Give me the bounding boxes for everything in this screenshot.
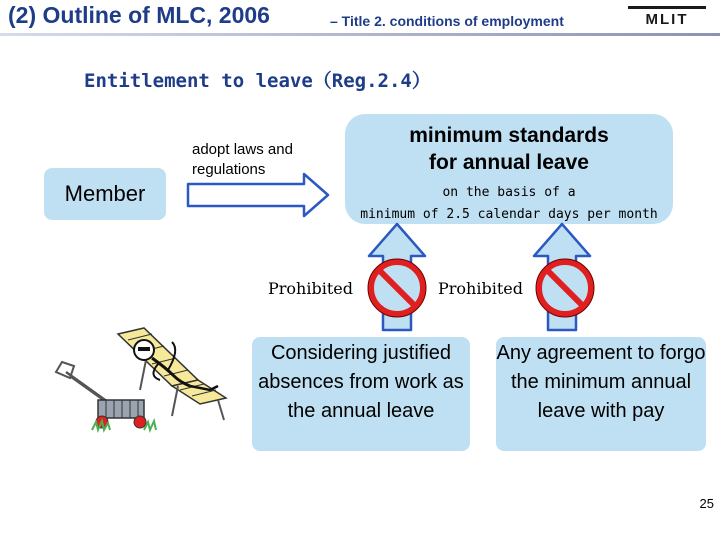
standards-title-line1: minimum standards <box>409 124 609 147</box>
right-arrow-icon <box>186 172 331 218</box>
standards-title <box>345 122 673 176</box>
member-box <box>44 168 166 220</box>
adopt-laws-text: adopt laws and regulations <box>192 141 293 178</box>
prohibited-label-right: Prohibited <box>438 279 523 298</box>
section-heading: Entitlement to leave（Reg.2.4） <box>84 70 431 92</box>
prohibited-sign-icon <box>367 258 427 318</box>
page-number: 25 <box>699 496 714 511</box>
prohibited-sign-icon <box>535 258 595 318</box>
justified-absences-text: Considering justified absences from work as the annual leave <box>258 342 464 422</box>
slide-subtitle: – Title 2. conditions of employment <box>330 13 564 29</box>
lawn-chair-illustration <box>48 320 248 440</box>
standards-basis-line1: on the basis of a <box>442 185 576 200</box>
agreement-text: Any agreement to forgo the minimum annual leave with pay <box>496 342 706 422</box>
logo-text: MLIT <box>645 11 689 26</box>
standards-basis <box>345 182 673 226</box>
prohibited-label-left: Prohibited <box>268 279 353 298</box>
agreement-box <box>496 337 706 451</box>
justified-absences-box <box>252 337 470 451</box>
mlit-logo <box>628 6 706 26</box>
header-divider <box>0 33 720 36</box>
standards-box <box>345 114 673 224</box>
standards-title-line2: for annual leave <box>429 151 589 174</box>
slide-title: (2) Outline of MLC, 2006 <box>8 2 270 28</box>
standards-basis-line2: minimum of 2.5 calendar days per month <box>360 207 658 222</box>
member-label: Member <box>64 181 146 206</box>
